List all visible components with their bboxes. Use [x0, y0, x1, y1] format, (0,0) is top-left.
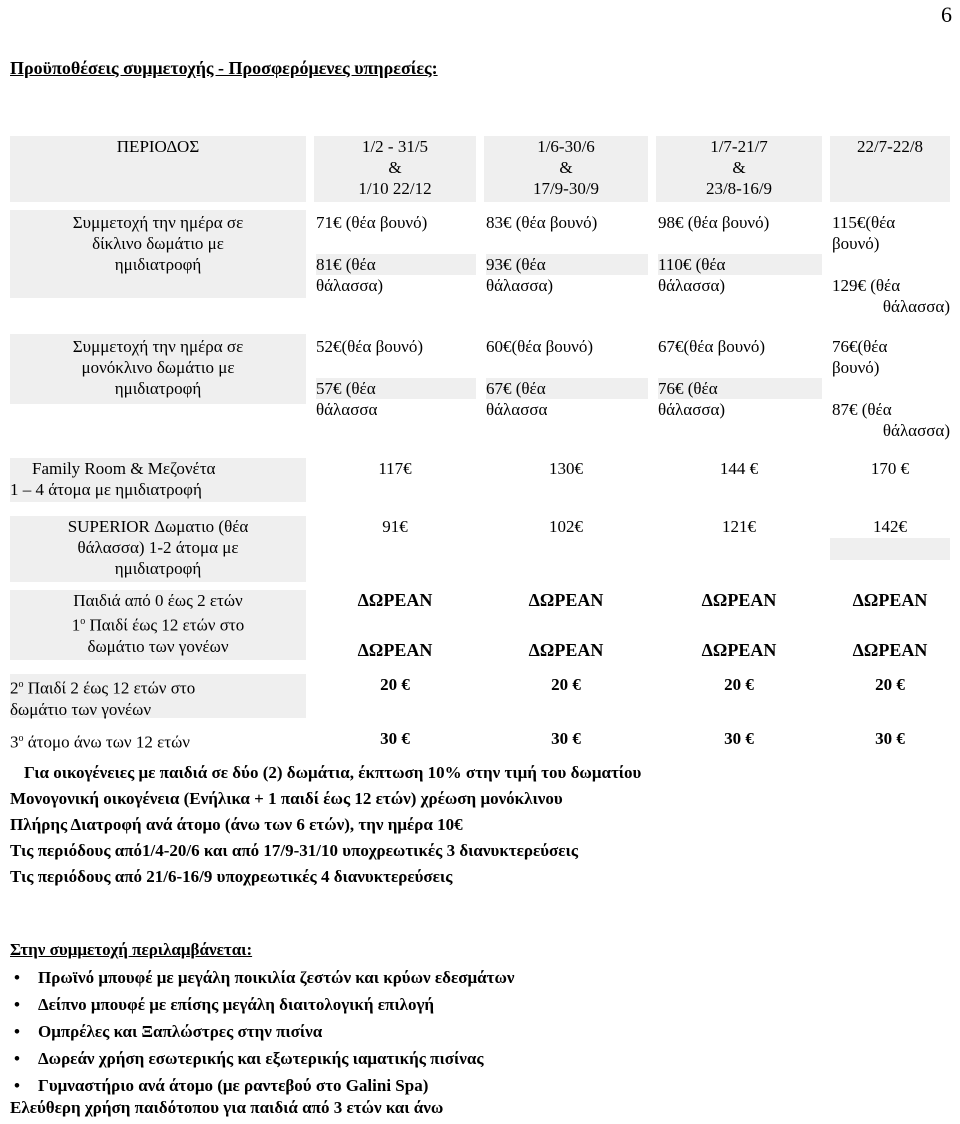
final-line: Ελεύθερη χρήση παιδότοπου για παιδιά από 3 ετών και άνω	[10, 1098, 444, 1117]
bullet-icon: •	[14, 968, 20, 987]
third-person-price-2: 30 €	[551, 729, 581, 748]
single-room-row	[10, 334, 950, 456]
period-col-1: 1/2 - 31/5 & 1/10 22/12	[314, 136, 476, 202]
superior-price-4: 142€	[873, 517, 907, 536]
second-child-price-2: 20 €	[551, 675, 581, 694]
single-room-price-3: 67€(θέα βουνό) 76€ (θέα θάλασσα)	[656, 334, 822, 420]
notes-block	[10, 760, 641, 890]
list-item: • Δείπνο μπουφέ με επίσης μεγάλη διαιτολογική επιλογή	[14, 991, 514, 1018]
period-col-3: 1/7-21/7 & 23/8-16/9	[656, 136, 822, 202]
page-number: 6	[941, 2, 952, 27]
table-header-row	[10, 136, 950, 206]
third-person-row	[10, 728, 950, 752]
bullet-icon: •	[14, 995, 20, 1014]
family-room-price-4: 170 €	[870, 459, 910, 478]
list-item: • Δωρεάν χρήση εσωτερικής και εξωτερικής ιαματικής πισίνας	[14, 1045, 514, 1072]
list-item: • Ομπρέλες και Ξαπλώστρες στην πισίνα	[14, 1018, 514, 1045]
children-free-label: Παιδιά από 0 έως 2 ετών $1^o$ Παιδί έως 12 ετών στο δωμάτιο των γονέων	[10, 590, 306, 660]
period-header: ΠΕΡΙΟΔΟΣ	[10, 136, 306, 202]
page-title: Προϋποθέσεις συμμετοχής - Προσφερόμενες υπηρεσίες:	[10, 58, 438, 78]
single-room-price-1: 52€(θέα βουνό) 57€ (θέα θάλασσα	[314, 334, 476, 420]
list-item: • Γυμναστήριο ανά άτομο (με ραντεβού στο Galini Spa)	[14, 1072, 514, 1099]
free-col-4: ΔΩΡΕΑΝ ΔΩΡΕΑΝ	[852, 590, 928, 660]
double-room-price-1: 71€ (θέα βουνό) 81€ (θέα θάλασσα)	[314, 210, 476, 296]
superior-row	[10, 516, 950, 586]
bullet-icon: •	[14, 1049, 20, 1068]
single-room-price-4: 76€(θέα βουνό) 87€ (θέα θάλασσα)	[832, 337, 950, 440]
family-room-price-1: 117€	[378, 459, 412, 478]
family-room-label: Family Room & Μεζονέτα 1 – 4 άτομα με ημιδιατροφή	[10, 458, 306, 502]
single-room-price-2: 60€(θέα βουνό) 67€ (θέα θάλασσα	[484, 334, 648, 420]
period-col-2: 1/6-30/6 & 17/9-30/9	[484, 136, 648, 202]
double-room-price-4: 115€(θέα βουνό) 129€ (θέα θάλασσα)	[832, 213, 950, 316]
double-room-price-3: 98€ (θέα βουνό) 110€ (θέα θάλασσα)	[656, 210, 822, 296]
single-room-label: Συμμετοχή την ημέρα σε μονόκλινο δωμάτιο με ημιδιατροφή	[10, 334, 306, 404]
second-child-price-3: 20 €	[724, 675, 754, 694]
children-free-row	[10, 590, 950, 664]
third-person-price-4: 30 €	[875, 729, 905, 748]
family-room-price-3: 144 €	[719, 459, 759, 478]
family-room-row	[10, 458, 950, 506]
bullet-icon: •	[14, 1076, 20, 1095]
superior-shade-cell	[830, 538, 950, 560]
double-room-label: Συμμετοχή την ημέρα σε δίκλινο δωμάτιο με ημιδιατροφή	[10, 210, 306, 298]
note-line: Τις περιόδους από1/4-20/6 και από 17/9-31/10 υποχρεωτικές 3 διανυκτερεύσεις	[10, 841, 578, 860]
second-child-row	[10, 674, 950, 722]
note-line: Μονογονική οικογένεια (Ενήλικα + 1 παιδί έως 12 ετών) χρέωση μονόκλινου	[10, 789, 563, 808]
third-person-label: $3^o$ άτομο άνω των 12 ετών	[10, 732, 190, 752]
double-room-row	[10, 210, 950, 334]
note-line: Τις περιόδους από 21/6-16/9 υποχρεωτικές 4 διανυκτερεύσεις	[10, 867, 453, 886]
double-room-price-2: 83€ (θέα βουνό) 93€ (θέα θάλασσα)	[484, 210, 648, 296]
included-list	[14, 964, 514, 1099]
superior-label: SUPERIOR Δωματιο (θέα θάλασσα) 1-2 άτομα με ημιδιατροφή	[10, 516, 306, 582]
superior-price-3: 121€	[722, 517, 756, 536]
second-child-price-4: 20 €	[875, 675, 905, 694]
period-col-4: 22/7-22/8	[830, 136, 950, 202]
free-col-3: ΔΩΡΕΑΝ ΔΩΡΕΑΝ	[701, 590, 777, 660]
included-title: Στην συμμετοχή περιλαμβάνεται:	[10, 940, 253, 959]
second-child-price-1: 20 €	[380, 675, 410, 694]
third-person-price-3: 30 €	[724, 729, 754, 748]
note-line: Πλήρης Διατροφή ανά άτομο (άνω των 6 ετών), την ημέρα 10€	[10, 815, 463, 834]
bullet-icon: •	[14, 1022, 20, 1041]
superior-price-1: 91€	[382, 517, 408, 536]
family-room-price-2: 130€	[549, 459, 583, 478]
second-child-label: $2^o$ Παιδί 2 έως 12 ετών στο δωμάτιο των γονέων	[10, 674, 306, 718]
note-line: Για οικογένειες με παιδιά σε δύο (2) δωμάτια, έκπτωση 10% στην τιμή του δωματίου	[24, 763, 642, 782]
list-item: • Πρωϊνό μπουφέ με μεγάλη ποικιλία ζεστών και κρύων εδεσμάτων	[14, 964, 514, 991]
superior-price-2: 102€	[549, 517, 583, 536]
third-person-price-1: 30 €	[380, 729, 410, 748]
free-col-2: ΔΩΡΕΑΝ ΔΩΡΕΑΝ	[528, 590, 604, 660]
free-col-1: ΔΩΡΕΑΝ ΔΩΡΕΑΝ	[357, 590, 433, 660]
